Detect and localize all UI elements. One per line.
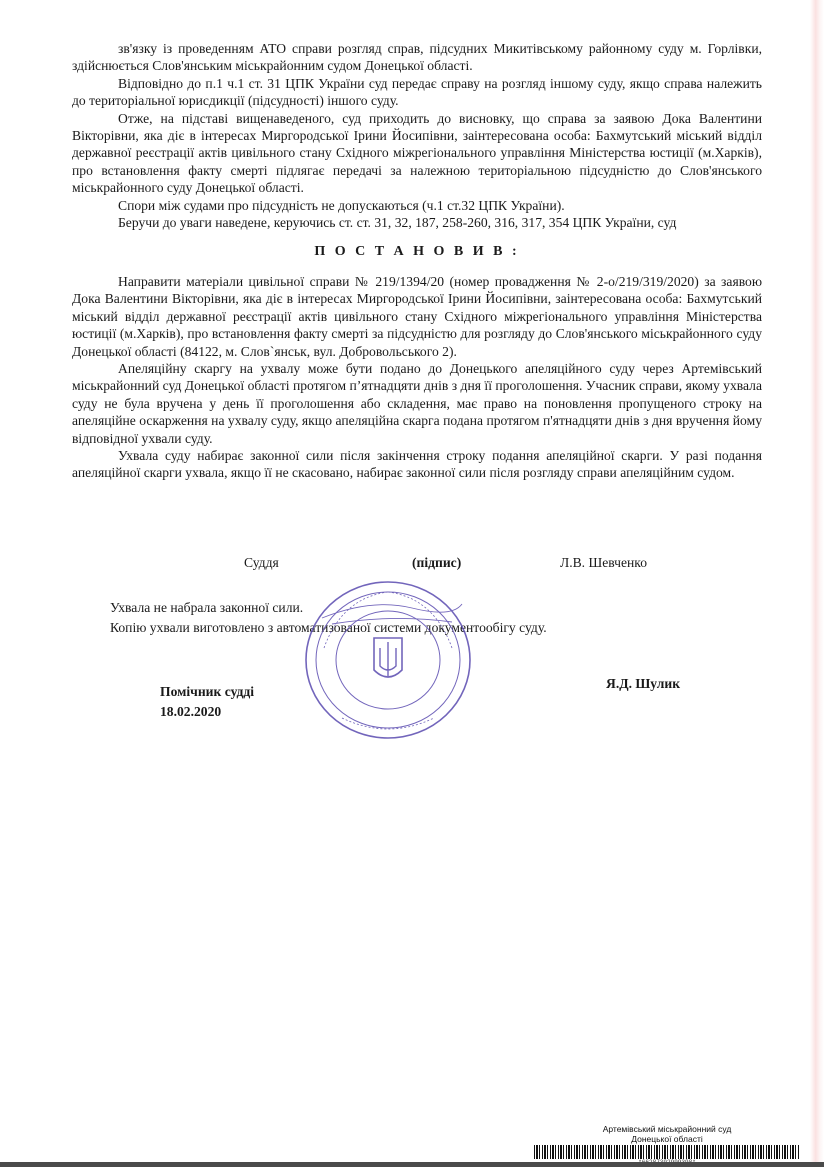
paragraph-conclusion: Отже, на підставі вищенаведеного, суд приходить до висновку, що справа за заявою Дока Валентини Вікторівни, яка діє в інтересах Миргородської Ірини Йосипівни, заінтересована особа: Бахмутський міський відділ державної реєстрації актів цивільного стану Східного міжрегіонального управління Міністерства юстиції (м.Харків), про встановлення факту смерті підлягає передачі за належною територіальною підсудністю до Слов'янського міськрайонного суду Донецької області. [72,110,762,196]
document-body [72,40,762,482]
not-in-force-note: Ухвала не набрала законної сили. [110,600,304,615]
court-name-line1: Артемівський міськрайонний суд [602,1124,732,1134]
assistant-date: 18.02.2020 [160,704,222,719]
paragraph-legal-force: Ухвала суду набирає законної сили після закінчення строку подання апеляційної скарги. У разі подання апеляційної скарги ухвала, якщо її не скасовано, набирає законної сили після розгляду справи апеляційним судом. [72,447,762,481]
assistant-block [160,682,254,722]
court-name-line2: Донецької області [631,1134,703,1144]
document-barcode [534,1145,800,1159]
judge-name: Л.В. Шевченко [560,555,647,570]
paragraph-appeal: Апеляційну скаргу на ухвалу може бути подано до Донецького апеляційного суду через Артемівський міськрайонний суд Донецької області протягом п’ятнадцяти днів з дня її проголошення. Учасник справи, якому ухвала суду не була вручена у день її проголошення або складення, має право на поновлення пропущеного строку на апеляційне оскарження на ухвалу суду, якщо апеляційна скарга подана протягом п'ятнадцяти днів з дня вручення йому відповідної ухвали суду. [72,360,762,446]
scan-edge-shadow [810,0,824,1167]
paragraph-disputes: Спори між судами про підсудність не допускаються (ч.1 ст.32 ЦПК України). [118,197,565,213]
paragraph-transfer: Направити матеріали цивільної справи № 219/1394/20 (номер провадження № 2-о/219/319/2020) за заявою Дока Валентини Вікторівни, яка діє в інтересах Миргородської Ірини Йосипівни, заінтересована особа: Бахмутський міський відділ державної реєстрації актів цивільного стану Східного міжрегіонального управління Міністерства юстиції (м.Харків), про встановлення факту смерті за підсудністю для розгляду до Слов'янського міськрайонного суду Донецької області (84122, м. Слов`янськ, вул. Добровольського 2). [72,273,762,359]
copy-source-note: Копію ухвали виготовлено з автоматизованої системи документообігу суду. [110,620,547,635]
court-seal-stamp [302,578,474,742]
assistant-title: Помічник судді [160,684,255,699]
signature-mark: (підпис) [412,555,462,570]
court-footer-label [532,1124,802,1144]
scan-bottom-edge [0,1162,824,1167]
paragraph-cpc-article-31: Відповідно до п.1 ч.1 ст. 31 ЦПК України суд передає справу на розгляд іншому суду, якщо справа належить до територіальної юрисдикції (підсудності) іншого суду. [72,75,762,109]
ruling-heading: П О С Т А Н О В И В : [314,244,520,260]
paragraph-ato-jurisdiction: зв'язку із проведенням АТО справи розгляд справ, підсудних Микитівському районному суду м. Горлівки, здійснюється Слов'янським міськрайонним судом Донецької області. [72,41,762,74]
paragraph-guided-by: Беручи до уваги наведене, керуючись ст. ст. 31, 32, 187, 258-260, 316, 317, 354 ЦПК України, суд [118,215,677,231]
assistant-name: Я.Д. Шулик [606,676,681,691]
judge-signature-row [72,555,762,575]
judge-role: Суддя [244,555,279,570]
